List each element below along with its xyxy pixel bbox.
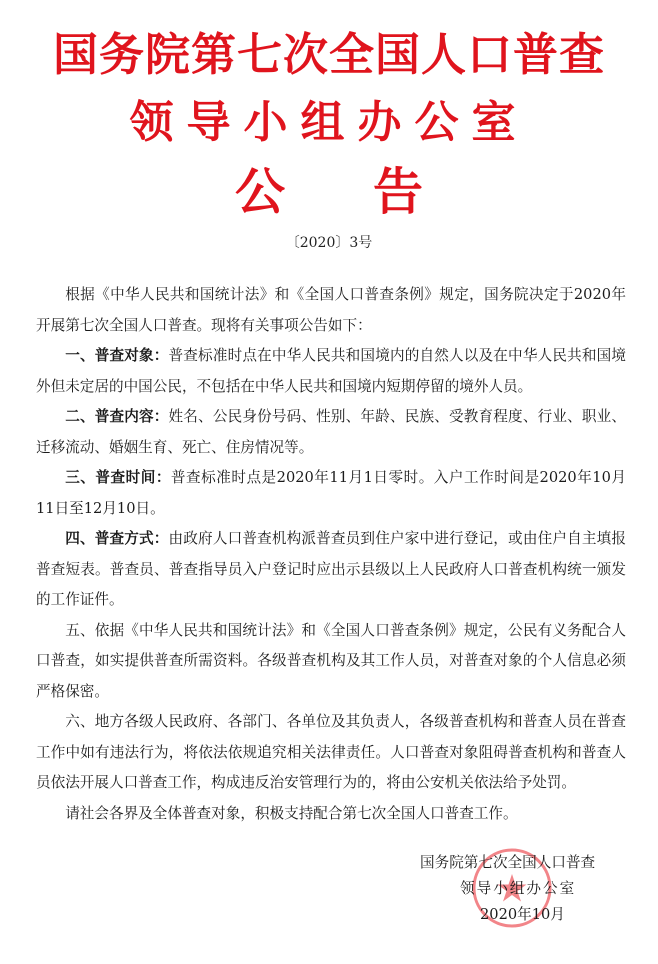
item-label: 二、普查内容： [65, 408, 169, 425]
announcement-body [36, 280, 626, 829]
item-label: 四、普查方式： [65, 530, 169, 547]
item-paragraph-5: 五、依据《中华人民共和国统计法》和《全国人口普查条例》规定，公民有义务配合人口普查，如实提供普查所需资料。各级普查机构及其工作人员，对普查对象的个人信息必须严格保密。 [36, 621, 626, 700]
signature-block [420, 850, 620, 928]
document-number: 〔2020〕3号 [285, 235, 373, 251]
item-paragraph-6: 六、地方各级人民政府、各部门、各单位及其负责人，各级普查机构和普查人员在普查工作中如有违法行为，将依法依规追究相关法律责任。人口普查对象阻碍普查机构和普查人员依法开展人口普查工作，构成违反治安管理行为的，将由公安机关依法给予处罚。 [36, 713, 626, 791]
item-text: 普查标准时点是2020年11月1日零时。入户工作时间是2020年10月11日至12月10日。 [36, 469, 626, 517]
item-text: 普查标准时点在中华人民共和国境内的自然人以及在中华人民共和国境外但未定居的中国公民，不包括在中华人民共和国境内短期停留的境外人员。 [36, 347, 626, 395]
item-label: 一、普查对象： [65, 347, 169, 364]
item-text: 由政府人口普查机构派普查员到住户家中进行登记，或由住户自主填报普查短表。普查员、普查指导员入户登记时应出示县级以上人民政府人口普查机构统一颁发的工作证件。 [36, 530, 626, 608]
item-paragraph [36, 463, 626, 524]
closing-paragraph: 请社会各界及全体普查对象，积极支持配合第七次全国人口普查工作。 [65, 804, 518, 822]
signature-org-line1: 国务院第七次全国人口普查 [420, 854, 596, 871]
title-announcement: 公告 [235, 162, 511, 221]
title-issuer-line1: 国务院第七次全国人口普查 [52, 28, 605, 81]
item-text: 姓名、公民身份号码、性别、年龄、民族、受教育程度、行业、职业、迁移流动、婚姻生育、死亡、住房情况等。 [36, 408, 626, 456]
item-paragraph [36, 524, 626, 616]
signature-org-line2: 领导小组办公室 [460, 880, 577, 897]
item-paragraph [36, 402, 626, 463]
item-label: 三、普查时间： [65, 469, 171, 486]
title-issuer-line2: 领导小组办公室 [129, 97, 529, 148]
signature-date: 2020年10月 [480, 906, 565, 923]
item-paragraph [36, 341, 626, 402]
intro-paragraph: 根据《中华人民共和国统计法》和《全国人口普查条例》规定，国务院决定于2020年开展第七次全国人口普查。现将有关事项公告如下： [36, 286, 626, 334]
